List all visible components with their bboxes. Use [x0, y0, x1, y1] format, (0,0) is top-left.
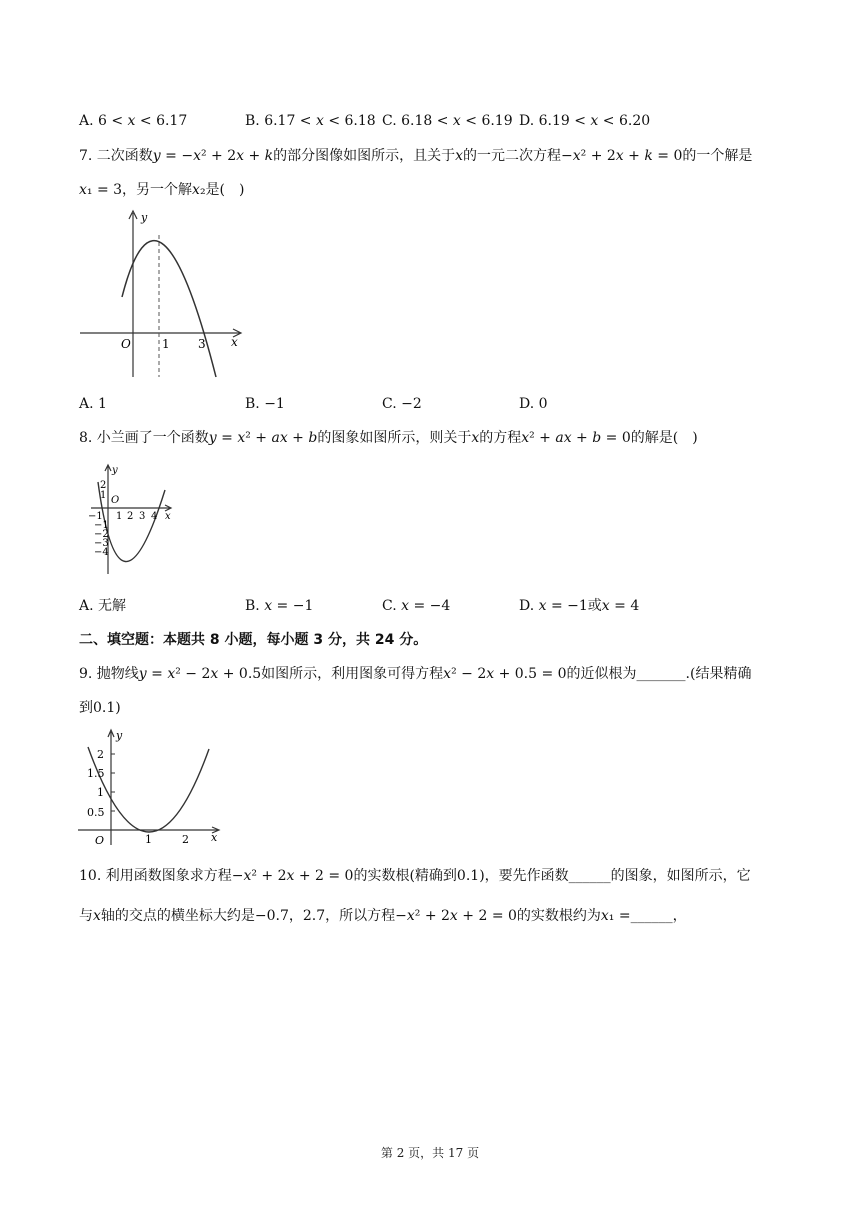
q7-origin-label: O — [121, 337, 131, 351]
q7-tick-3: 3 — [198, 337, 206, 351]
q8-option-a: A. 无解 — [79, 598, 127, 614]
q9-x-tick-1: 1 — [145, 833, 152, 846]
q9-x-tick-2: 2 — [182, 833, 189, 846]
q7-option-a: A. 1 — [79, 396, 107, 412]
q6-option-a: A. 6 < 𝑥 < 6.17 — [79, 113, 188, 129]
q7-graph — [80, 205, 250, 380]
q8-option-b: B. 𝑥 = −1 — [245, 598, 314, 614]
q7-x-label: x — [231, 335, 238, 349]
q8-option-c: C. 𝑥 = −4 — [382, 598, 451, 614]
q9-stem-line1: 9. 抛物线𝑦 = 𝑥² − 2𝑥 + 0.5如图所示，利用图象可得方程𝑥² − 2𝑥 + 0.5 = 0的近似根为_______.(结果精确 — [79, 666, 752, 682]
q8-stem: 8. 小兰画了一个函数𝑦 = 𝑥² + 𝑎𝑥 + 𝑏的图象如图所示，则关于𝑥的方程𝑥² + 𝑎𝑥 + 𝑏 = 0的解是( ) — [79, 430, 698, 446]
q10-stem-line1: 10. 利用函数图象求方程−𝑥² + 2𝑥 + 2 = 0的实数根(精确到0.1)，要先作函数______的图象，如图所示，它 — [79, 868, 751, 884]
q8-y-tick-2: 2 — [100, 480, 107, 491]
q8-graph — [85, 462, 185, 582]
q9-y-label: y — [116, 729, 123, 742]
q6-option-c: C. 6.18 < 𝑥 < 6.19 — [382, 113, 513, 129]
q9-y-tick-1-5: 1.5 — [87, 767, 105, 780]
q7-option-d: D. 0 — [519, 396, 548, 412]
q8-y-tick-neg1: −1 — [94, 520, 109, 531]
q7-stem-line1: 7. 二次函数𝑦 = −𝑥² + 2𝑥 + 𝑘的部分图像如图所示，且关于𝑥的一元二次方程−𝑥² + 2𝑥 + 𝑘 = 0的一个解是 — [79, 148, 753, 164]
q9-y-tick-0-5: 0.5 — [87, 806, 105, 819]
q8-x-tick-neg1: −1 — [88, 511, 103, 522]
q9-y-tick-2: 2 — [97, 748, 104, 761]
q8-x-tick-4: 4 — [151, 511, 158, 522]
q9-y-tick-1: 1 — [97, 786, 104, 799]
q7-option-c: C. −2 — [382, 396, 422, 412]
q8-option-d: D. 𝑥 = −1或𝑥 = 4 — [519, 598, 640, 614]
q7-y-label: y — [141, 211, 148, 224]
q6-option-d: D. 6.19 < 𝑥 < 6.20 — [519, 113, 651, 129]
q8-x-tick-3: 3 — [139, 511, 146, 522]
q7-tick-1: 1 — [162, 337, 170, 351]
q9-x-label: x — [211, 831, 218, 844]
q8-y-tick-neg4: −4 — [94, 547, 109, 558]
q8-y-label: y — [112, 465, 118, 476]
q8-y-tick-neg2: −2 — [94, 529, 109, 540]
q9-origin-label: O — [95, 834, 105, 847]
q9-stem-line2: 到0.1) — [79, 700, 121, 716]
q8-y-tick-neg3: −3 — [94, 538, 109, 549]
q8-x-tick-1: 1 — [116, 511, 123, 522]
q6-option-b: B. 6.17 < 𝑥 < 6.18 — [245, 113, 376, 129]
q8-y-tick-1: 1 — [100, 490, 107, 501]
page-number-footer: 第 2 页，共 17 页 — [380, 1146, 480, 1160]
q9-graph — [78, 727, 228, 852]
q8-x-label: x — [165, 511, 171, 522]
q8-origin-label: O — [111, 495, 120, 506]
q7-stem-line2: 𝑥₁ = 3，另一个解𝑥₂是( ) — [79, 182, 245, 198]
q7-option-b: B. −1 — [245, 396, 285, 412]
q8-x-tick-2: 2 — [127, 511, 134, 522]
section-heading-fill-in: 二、填空题：本题共 8 小题，每小题 3 分，共 24 分。 — [79, 632, 428, 648]
q10-stem-line2: 与𝑥轴的交点的横坐标大约是−0.7，2.7，所以方程−𝑥² + 2𝑥 + 2 = 0的实数根约为𝑥₁ =______， — [79, 908, 687, 924]
